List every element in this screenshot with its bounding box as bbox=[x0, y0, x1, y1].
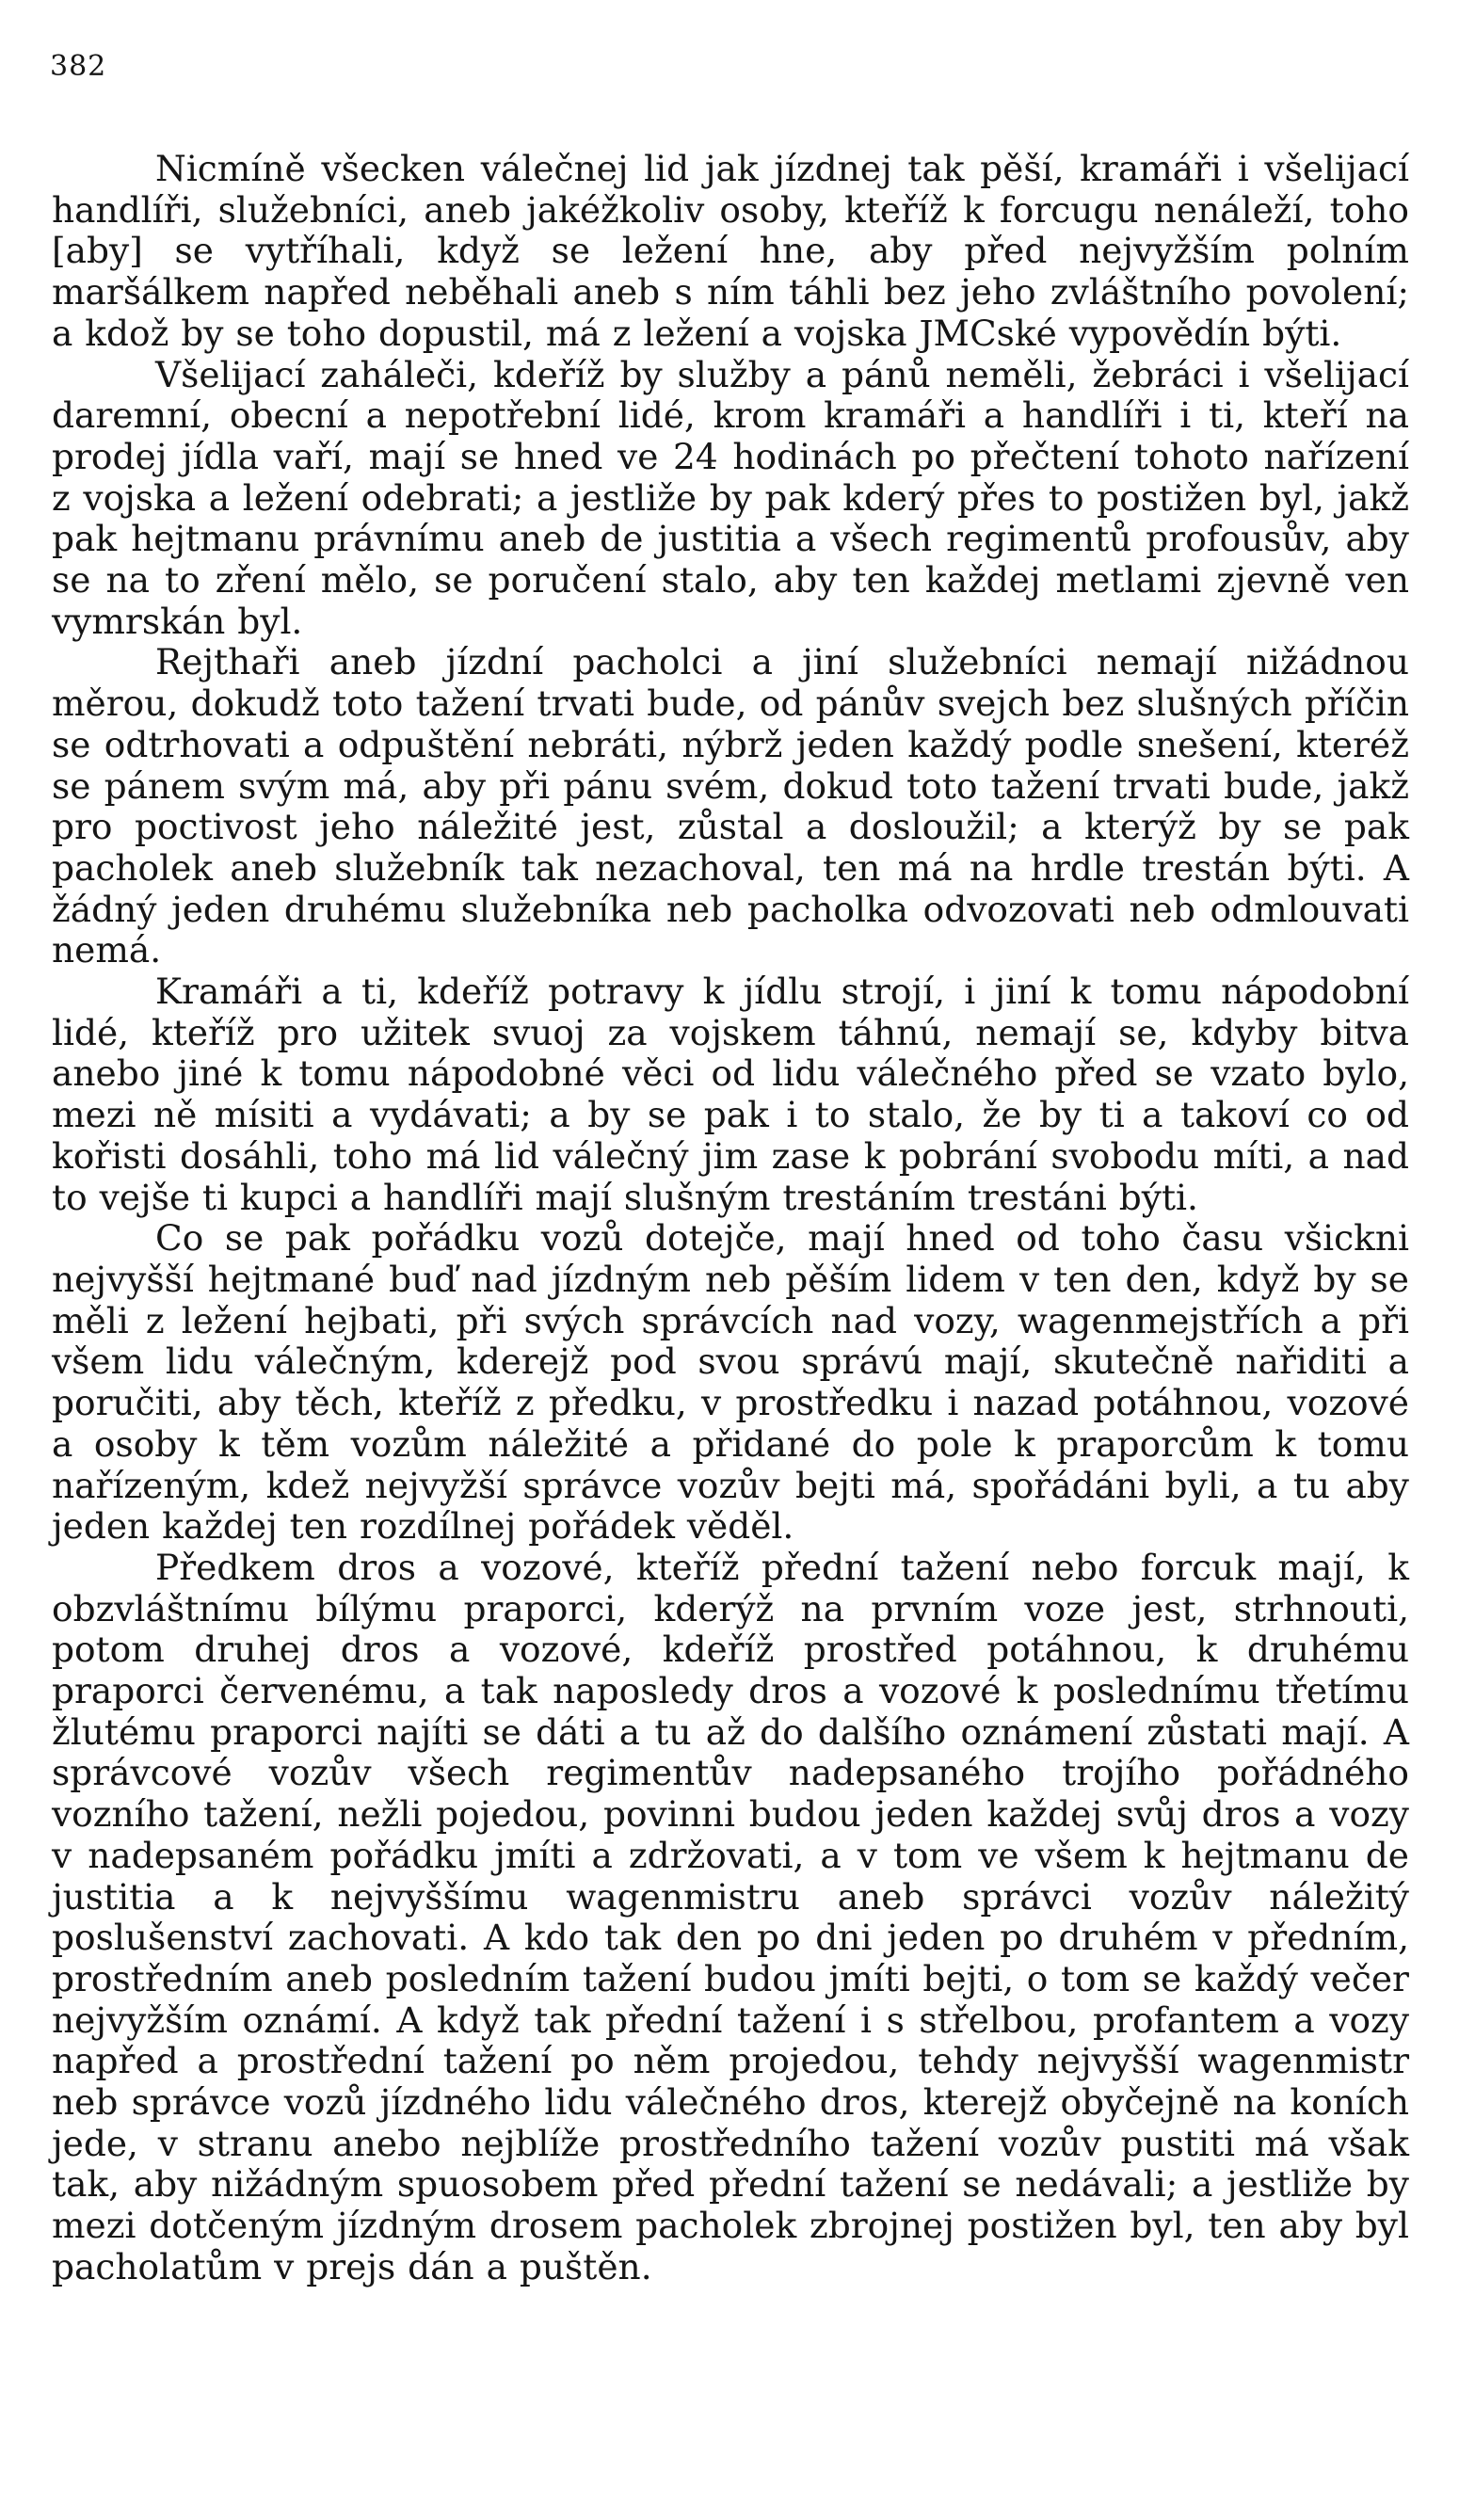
body-text bbox=[52, 149, 1409, 2288]
paragraph: Předkem dros a vozové, kteříž přední tažení nebo forcuk mají, k obzvláštnímu bílýmu praporci, kderýž na prvním voze jest, strhnouti, potom druhej dros a vozové, kdeříž prostřed potáhnou, k druhému praporci červenému, a tak naposledy dros a vozové k poslednímu třetímu žlutému praporci najíti se dáti a tu až do dalšího oznámení zůstati mají. A správcové vozův všech regimentův nadepsaného trojího pořádného vozního tažení, nežli pojedou, povinni budou jeden každej svůj dros a vozy v nadepsaném pořádku jmíti a zdržovati, a v tom ve všem k hejtmanu de justitia a k nejvyššímu wagenmistru aneb správci vozův náležitý poslušenství zachovati. A kdo tak den po dni jeden po druhém v předním, prostředním aneb posledním tažení budou jmíti bejti, o tom se každý večer nejvyžším oznámí. A když tak přední tažení i s střelbou, profantem a vozy napřed a prostřední tažení po něm projedou, tehdy nejvyšší wagenmistr neb správce vozů jízdného lidu válečného dros, kterejž obyčejně na koních jede, v stranu anebo nejblíže prostředního tažení vozův pustiti má však tak, aby nižádným spuosobem před přední tažení se nedávali; a jestliže by mezi dotčeným jízdným drosem pacholek zbrojnej postižen byl, ten aby byl pacholatům v prejs dán a puštěn. bbox=[52, 1546, 1409, 2287]
paragraph: Rejthaři aneb jízdní pacholci a jiní služebníci nemají nižádnou měrou, dokudž toto tažení trvati bude, od pánův svejch bez slušných příčin se odtrhovati a odpuštění nebráti, nýbrž jeden každý podle snešení, kteréž se pánem svým má, aby při pánu svém, dokud toto tažení trvati bude, jakž pro poctivost jeho náležité jest, zůstal a dosloužil; a kterýž by se pak pacholek aneb služebník tak nezachoval, ten má na hrdle trestán býti. A žádný jeden druhému služebníka neb pacholka odvozovati neb odmlouvati nemá. bbox=[52, 641, 1409, 971]
paragraph: Co se pak pořádku vozů dotejče, mají hned od toho času všickni nejvyšší hejtmané buď nad jízdným neb pěším lidem v ten den, když by se měli z ležení hejbati, při svých správcích nad vozy, wagenmejstřích a při všem lidu válečným, kderejž pod svou správú mají, skutečně nařiditi a poručiti, aby těch, kteříž z předku, v prostředku i nazad potáhnou, vozové a osoby k těm vozům náležité a přidané do pole k praporcům k tomu nařízeným, kdež nejvyžší správce vozův bejti má, spořádáni byli, a tu aby jeden každej ten rozdílnej pořádek věděl. bbox=[52, 1217, 1409, 1548]
paragraph: Všelijací zaháleči, kdeříž by služby a pánů neměli, žebráci i všelijací daremní, obecní a nepotřební lidé, krom kramáři a handlíři i ti, kteří na prodej jídla vaří, mají se hned ve 24 hodinách po přečtení tohoto nařízení z vojska a ležení odebrati; a jestliže by pak kderý přes to postižen byl, jakž pak hejtmanu právnímu aneb de justitia a všech regimentů profousův, aby se na to zření mělo, se poručení stalo, aby ten každej metlami zjevně ven vymrskán byl. bbox=[52, 353, 1409, 642]
paragraph: Kramáři a ti, kdeříž potravy k jídlu strojí, i jiní k tomu nápodobní lidé, kteříž pro užitek svuoj za vojskem táhnú, nemají se, kdyby bitva anebo jiné k tomu nápodobné věci od lidu válečného před se vzato bylo, mezi ně mísiti a vydávati; a by se pak i to stalo, že by ti a takoví co od kořisti dosáhli, toho má lid válečný jim zase k pobrání svobodu míti, a nad to vejše ti kupci a handlíři mají slušným trestáním trestáni býti. bbox=[52, 971, 1409, 1218]
page-number: 382 bbox=[50, 50, 107, 83]
paragraph: Nicmíně všecken válečnej lid jak jízdnej tak pěší, kramáři i všelijací handlíři, služebníci, aneb jakéžkoliv osoby, kteříž k forcugu nenáleží, toho [aby] se vytříhali, když se ležení hne, aby před nejvyžším polním maršálkem napřed neběhali aneb s ním táhli bez jeho zvláštního povolení; a kdož by se toho dopustil, má z ležení a vojska JMCské vypovědín býti. bbox=[52, 148, 1409, 354]
